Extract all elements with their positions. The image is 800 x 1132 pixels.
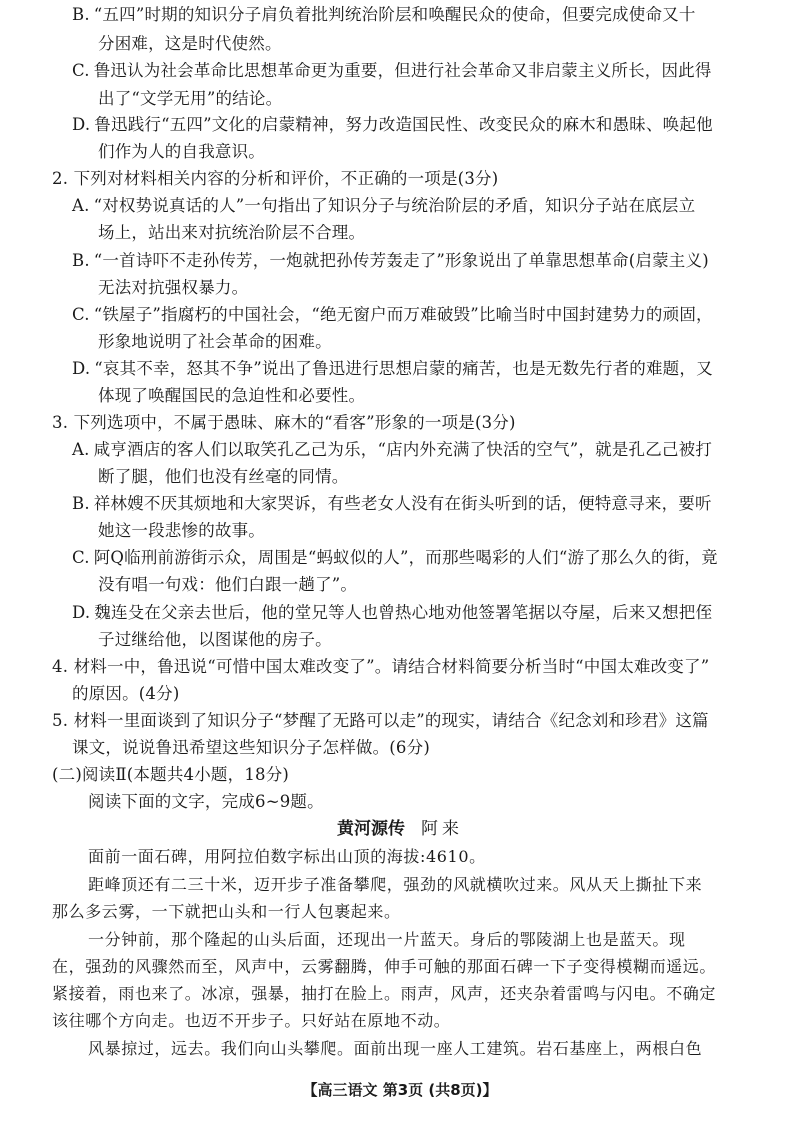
q3-stem: 3. 下列选项中，不属于愚昧、麻木的“看客”形象的一项是(3分): [52, 413, 516, 432]
q2-option-c-line1: C. “铁屋子”指腐朽的中国社会，“绝无窗户而万难破毁”比喻当时中国封建势力的顽固，: [72, 305, 713, 324]
q3-option-a-line2: 断了腿，他们也没有丝毫的同情。: [98, 467, 349, 486]
passage-paragraph-2-line-2: 那么多云雾，一下就把山头和一行人包裹起来。: [52, 902, 401, 921]
q2-option-c-line2: 形象地说明了社会革命的困难。: [98, 332, 332, 351]
passage-title-line: [0, 818, 800, 840]
q4-line1: 4. 材料一中，鲁迅说“可惜中国太难改变了”。请结合材料简要分析当时“中国太难改变了”: [52, 657, 710, 676]
q2-option-d-line1: D. “哀其不幸，怒其不争”说出了鲁迅进行思想启蒙的痛苦，也是无数先行者的难题，又: [72, 359, 713, 378]
passage-paragraph-4-line-1: 风暴掠过，远去。我们向山头攀爬。面前出现一座人工建筑。岩石基座上，两根白色: [88, 1039, 703, 1058]
q2-option-a-line1: A. “对权势说真话的人”一句指出了知识分子与统治阶层的矛盾，知识分子站在底层立: [72, 196, 696, 215]
q1-option-c-line1: C. 鲁迅认为社会革命比思想革命更为重要，但进行社会革命又非启蒙主义所长，因此得: [72, 61, 712, 80]
q3-option-c-line1: C. 阿Q临刑前游街示众，周围是“蚂蚁似的人”，而那些喝彩的人们“游了那么久的街，竟: [72, 548, 718, 567]
q2-option-b-line2: 无法对抗强权暴力。: [98, 278, 249, 297]
passage-paragraph-2-line-1: 距峰顶还有二三十米，迈开步子准备攀爬，强劲的风就横吹过来。风从天上撕扯下来: [88, 875, 703, 894]
q3-option-b-line2: 她这一段悲惨的故事。: [98, 521, 265, 540]
passage-author: 阿来: [421, 819, 463, 839]
q1-option-b-line1: B. “五四”时期的知识分子肩负着批判统治阶层和唤醒民众的使命，但要完成使命又十: [72, 5, 696, 24]
q1-option-d-line1: D. 鲁迅践行“五四”文化的启蒙精神，努力改造国民性、改变民众的麻木和愚昧、唤起他: [72, 115, 713, 134]
q1-option-d-line2: 们作为人的自我意识。: [98, 142, 265, 161]
q2-option-a-line2: 场上，站出来对抗统治阶层不合理。: [98, 223, 366, 242]
passage-paragraph-3-line-4: 该往哪个方向走。也迈不开步子。只好站在原地不动。: [52, 1011, 451, 1030]
q2-option-d-line2: 体现了唤醒国民的急迫性和必要性。: [98, 386, 366, 405]
q1-option-c-line2: 出了“文学无用”的结论。: [98, 89, 283, 108]
q3-option-c-line2: 没有唱一句戏：他们白跟一趟了”。: [98, 575, 358, 594]
page-footer: 【高三语文 第3页 (共8页)】: [302, 1081, 498, 1099]
q2-stem: 2. 下列对材料相关内容的分析和评价，不正确的一项是(3分): [52, 169, 499, 188]
q1-option-b-line2: 分困难，这是时代使然。: [98, 34, 282, 53]
passage-paragraph-3-line-3: 紧接着，雨也来了。冰凉，强暴，抽打在脸上。雨声，风声，还夹杂着雷鸣与闪电。不确定: [52, 984, 717, 1003]
q4-line2: 的原因。(4分): [72, 684, 180, 703]
q3-option-d-line2: 子过继给他，以图谋他的房子。: [98, 630, 332, 649]
q5-line1: 5. 材料一里面谈到了知识分子“梦醒了无路可以走”的现实，请结合《纪念刘和珍君》这篇: [52, 711, 709, 730]
passage-paragraph-3-line-2: 在，强劲的风骤然而至，风声中，云雾翻腾，伸手可触的那面石碑一下子变得模糊而遥远。: [52, 957, 717, 976]
passage-paragraph-1-line-1: 面前一面石碑，用阿拉伯数字标出山顶的海拔:4610。: [88, 847, 486, 866]
q3-option-b-line1: B. 祥林嫂不厌其烦地和大家哭诉，有些老女人没有在街头听到的话，便特意寻来，要听: [72, 494, 712, 513]
passage-paragraph-3-line-1: 一分钟前，那个隆起的山头后面，还现出一片蓝天。身后的鄂陵湖上也是蓝天。现: [88, 930, 686, 949]
section2-heading: (二)阅读Ⅱ(本题共4小题，18分): [52, 765, 290, 784]
section2-instruction: 阅读下面的文字，完成6~9题。: [88, 792, 324, 811]
q3-option-a-line1: A. 咸亨酒店的客人们以取笑孔乙己为乐，“店内外充满了快活的空气”，就是孔乙己被打: [72, 440, 713, 459]
q3-option-d-line1: D. 魏连殳在父亲去世后，他的堂兄等人也曾热心地劝他签署笔据以夺屋，后来又想把侄: [72, 603, 713, 622]
passage-title: 黄河源传: [337, 819, 405, 839]
q5-line2: 课文，说说鲁迅希望这些知识分子怎样做。(6分): [72, 738, 430, 757]
q2-option-b-line1: B. “一首诗吓不走孙传芳，一炮就把孙传芳轰走了”形象说出了单靠思想革命(启蒙主义): [72, 251, 709, 270]
